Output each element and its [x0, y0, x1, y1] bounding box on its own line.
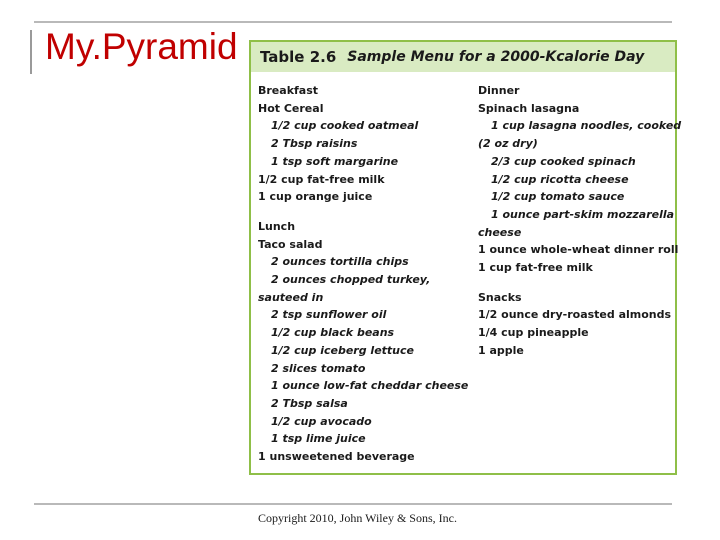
menu-item: 1/2 cup black beans	[271, 326, 395, 340]
menu-item: 2 Tbsp salsa	[271, 396, 348, 410]
meal-heading: Dinner	[478, 84, 520, 97]
table-title: Sample Menu for a 2000-Kcalorie Day	[347, 49, 645, 65]
bottom-divider	[34, 503, 672, 505]
menu-item: 2/3 cup cooked spinach	[491, 154, 636, 168]
menu-item: 1/2 cup tomato sauce	[491, 190, 625, 204]
menu-item: 1 cup lasagna noodles, cooked	[491, 119, 682, 133]
menu-item: Spinach lasagna	[478, 101, 580, 115]
menu-item: 1 apple	[478, 343, 524, 357]
menu-item: 1 unsweetened beverage	[258, 450, 415, 464]
slide-title: My.Pyramid	[45, 26, 238, 67]
table-header	[251, 42, 675, 72]
top-divider	[34, 21, 672, 23]
menu-item: Taco salad	[258, 237, 323, 251]
menu-item: 1 cup fat-free milk	[478, 261, 593, 275]
menu-item: 1/2 cup ricotta cheese	[491, 172, 629, 186]
menu-item: 1/4 cup pineapple	[478, 326, 589, 340]
meal-heading: Breakfast	[258, 84, 319, 97]
menu-item: 2 ounces chopped turkey,	[271, 273, 431, 287]
menu-item: 1 cup orange juice	[258, 190, 373, 204]
menu-item: sauteed in	[258, 290, 324, 304]
meal-heading: Lunch	[258, 219, 296, 233]
menu-item: 1 ounce whole-wheat dinner roll	[478, 243, 679, 257]
menu-item: 1 tsp soft margarine	[271, 154, 399, 168]
menu-item: 2 tsp sunflower oil	[271, 308, 387, 322]
menu-item: 1/2 cup fat-free milk	[258, 172, 385, 186]
menu-item: 1/2 cup cooked oatmeal	[271, 119, 419, 133]
menu-item: 1 ounce part-skim mozzarella	[491, 207, 675, 221]
menu-item: 2 ounces tortilla chips	[271, 255, 409, 269]
table-number: Table 2.6	[260, 48, 337, 66]
section-gap	[478, 277, 673, 289]
menu-item: 1 tsp lime juice	[271, 432, 366, 446]
left-accent-bar	[30, 30, 32, 74]
menu-item: Hot Cereal	[258, 101, 324, 115]
copyright-notice: Copyright 2010, John Wiley & Sons, Inc.	[258, 511, 457, 525]
menu-item: (2 oz dry)	[478, 137, 538, 151]
menu-item: cheese	[478, 225, 522, 239]
right-menu-column	[478, 82, 682, 360]
meal-heading: Snacks	[478, 290, 522, 304]
menu-item: 1/2 cup iceberg lettuce	[271, 343, 414, 357]
menu-item: 1 ounce low-fat cheddar cheese	[271, 379, 469, 393]
section-gap	[258, 206, 473, 218]
menu-item: 2 slices tomato	[271, 361, 366, 375]
menu-table-figure	[249, 40, 682, 475]
menu-item: 1/2 ounce dry-roasted almonds	[478, 308, 672, 322]
menu-item: 2 Tbsp raisins	[271, 137, 358, 151]
left-menu-column	[258, 82, 473, 466]
menu-item: 1/2 cup avocado	[271, 414, 372, 428]
